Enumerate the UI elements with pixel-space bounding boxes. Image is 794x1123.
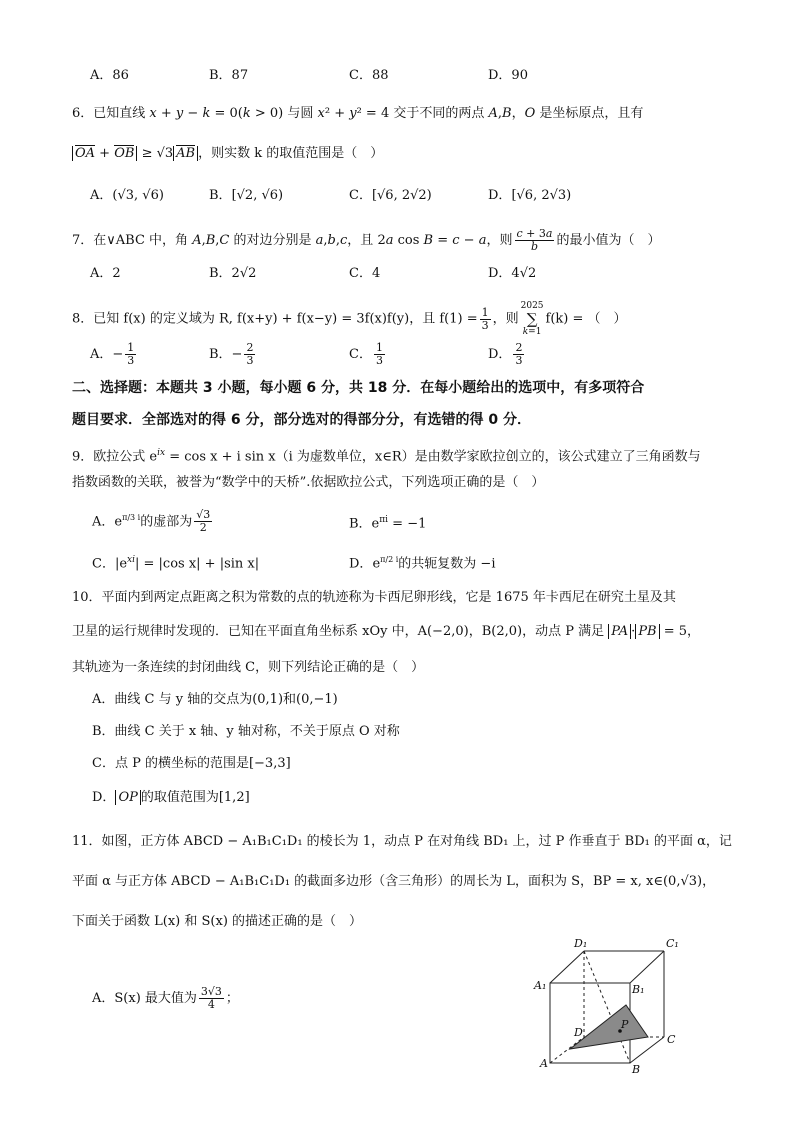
- q7-line1: 7．在∨ABC 中，角 A,B,C 的对边分别是 a,b,c，且 2a cos B = c − a，则 $\frac{c + 3a}{b}$ 的最小值为（ ）: [72, 227, 661, 253]
- q8-option-a: A．− $\frac{1}{3}$: [90, 341, 135, 367]
- q7-option-d: D．4√2: [488, 266, 537, 281]
- q9-option-b: B．$e^{\pi i} = -1$: [349, 515, 427, 532]
- label-c1: C₁: [666, 937, 679, 950]
- q5-option-b: B．87: [209, 68, 249, 83]
- q6-option-d: D．[√6, 2√3): [488, 188, 572, 203]
- section2-heading-line1: 二、选择题：本题共 3 小题，每小题 6 分，共 18 分．在每小题给出的选项中，有多项符合: [72, 380, 645, 396]
- q8-option-d: D． $\frac{2}{3}$: [488, 341, 523, 367]
- q11-line1: 11．如图，正方体 ABCD − A₁B₁C₁D₁ 的棱长为 1，动点 P 在对角线 BD₁ 上，过 P 作垂直于 BD₁ 的平面 α，记: [72, 834, 732, 849]
- q11-line3: 下面关于函数 L(x) 和 S(x) 的描述正确的是（ ）: [72, 914, 363, 929]
- q10-option-b: B．曲线 C 关于 x 轴、y 轴对称，不关于原点 O 对称: [92, 724, 400, 739]
- q9-option-d: D．$e^{\pi/2 i}$的共轭复数为 −i: [349, 555, 496, 572]
- q8-option-c: C． $\frac{1}{3}$: [349, 341, 383, 367]
- q10-option-c: C．点 P 的横坐标的范围是[−3,3]: [92, 756, 291, 771]
- q11-line2: 平面 α 与正方体 ABCD − A₁B₁C₁D₁ 的截面多边形（含三角形）的周长为 L，面积为 S，BP = x, x∈(0,√3)，: [72, 874, 716, 889]
- cube-figure: [530, 935, 690, 1075]
- q10-line2: 卫星的运行规律时发现的．已知在平面直角坐标系 xOy 中，A(−2,0)，B(2,0)，动点 P 满足 PA · PB = 5，: [72, 624, 701, 639]
- label-b1: B₁: [632, 983, 645, 996]
- q8-option-b: B．− $\frac{2}{3}$: [209, 341, 254, 367]
- q9-option-a: A．$e^{\pi/3 i}$的虚部为 $\frac{√3}{2}$: [92, 508, 211, 535]
- section2-heading-line2: 题目要求．全部选对的得 6 分，部分选对的得部分分，有选错的得 0 分．: [72, 412, 531, 428]
- q10-option-a: A．曲线 C 与 y 轴的交点为(0,1)和(0,−1): [92, 692, 338, 707]
- q7-option-b: B．2√2: [209, 266, 257, 281]
- label-c: C: [667, 1033, 676, 1046]
- q9-line1: 9．欧拉公式 $e^{ix} = \cos x + i$ sin x（i 为虚数单位，x∈R）是由数学家欧拉创立的，该公式建立了三角函数与: [72, 448, 701, 465]
- label-b: B: [632, 1063, 641, 1075]
- q10-option-d: D． OP 的取值范围为[1,2]: [92, 790, 250, 805]
- q5-option-d: D．90: [488, 68, 528, 83]
- q9-option-c: C．$|e^{xi}| = |\cos$ x| + |sin x|: [92, 555, 260, 572]
- q6-line1: 6．已知直线 x + y − k = 0(k > 0) 与圆 x² + y² = 4 交于不同的两点 A,B，O 是坐标原点，且有: [72, 106, 644, 121]
- label-d1: D₁: [574, 937, 588, 950]
- q6-option-c: C．[√6, 2√2): [349, 188, 432, 203]
- label-p: P: [621, 1018, 629, 1031]
- q6-option-a: A．(√3, √6): [90, 188, 164, 203]
- label-a1: A₁: [534, 979, 547, 992]
- q9-line2: 指数函数的关联，被誉为“数学中的天桥”.依据欧拉公式，下列选项正确的是（ ）: [72, 475, 545, 490]
- q10-line1: 10．平面内到两定点距离之积为常数的点的轨迹称为卡西尼卵形线，它是 1675 年卡西尼在研究土星及其: [72, 590, 676, 605]
- q6-option-b: B．[√2, √6): [209, 188, 284, 203]
- q8-line1: 8．已知 f(x) 的定义域为 R, f(x+y) + f(x−y) = 3f(x)f(y)，且 f(1) = $\frac{1}{3}$ ，则 2025 ∑ k=1 f(k) = （ ）: [72, 301, 627, 337]
- q7-option-a: A．2: [90, 266, 121, 281]
- q5-option-c: C．88: [349, 68, 389, 83]
- label-a: A: [540, 1057, 548, 1070]
- q6-line2: OA + OB ≥ √3 AB ，则实数 k 的取值范围是（ ）: [72, 144, 383, 164]
- q5-option-a: A．86: [90, 68, 129, 83]
- q7-option-c: C．4: [349, 266, 381, 281]
- q11-option-a: A．S(x) 最大值为 $\frac{3√3}{4}$ ；: [92, 985, 239, 1011]
- label-d: D: [574, 1026, 583, 1039]
- q10-line3: 其轨迹为一条连续的封闭曲线 C，则下列结论正确的是（ ）: [72, 660, 425, 675]
